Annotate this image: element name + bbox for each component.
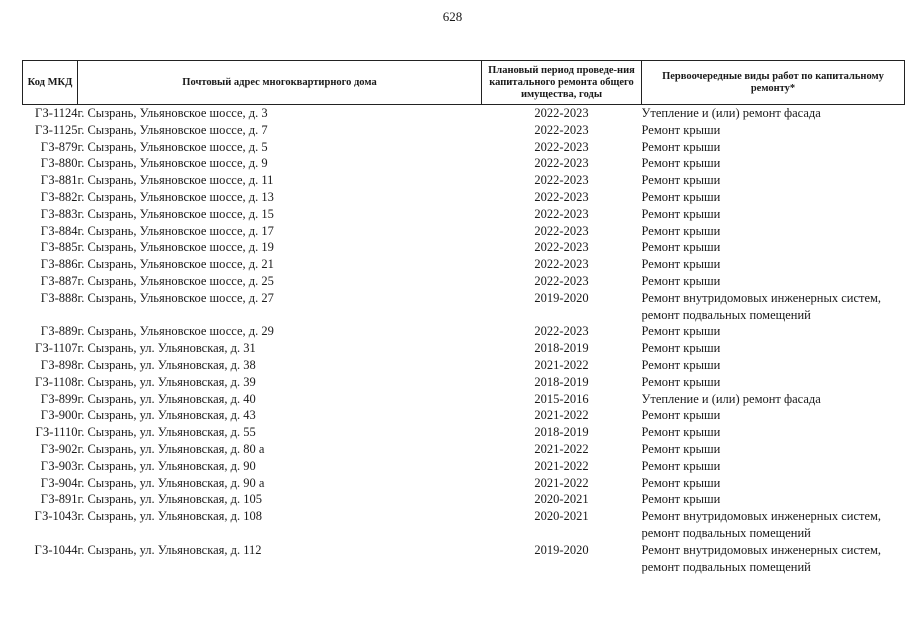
table-header: [23, 61, 905, 105]
work-type-line: ремонт подвальных помещений: [641, 559, 811, 574]
row-address: г. Сызрань, Ульяновское шоссе, д. 21: [77, 257, 274, 272]
work-type-line: Ремонт крыши: [641, 458, 721, 473]
row-code: ГЗ-888: [40, 290, 78, 305]
row-address: г. Сызрань, ул. Ульяновская, д. 38: [77, 357, 256, 372]
row-code: ГЗ-885: [40, 240, 78, 255]
row-period: 2019-2020: [534, 290, 589, 305]
row-code: ГЗ-882: [40, 189, 78, 204]
row-work-types: [642, 206, 905, 223]
work-type-line: Ремонт крыши: [641, 341, 721, 356]
row-address: г. Сызрань, ул. Ульяновская, д. 39: [77, 374, 256, 389]
row-period: 2021-2022: [534, 458, 589, 473]
page-number: 628: [442, 9, 463, 24]
work-type-line: ремонт подвальных помещений: [641, 525, 811, 540]
row-code: ГЗ-891: [40, 492, 78, 507]
row-address: г. Сызрань, Ульяновское шоссе, д. 13: [77, 189, 274, 204]
work-type-line: Ремонт крыши: [641, 173, 721, 188]
work-type-line: Ремонт крыши: [641, 441, 721, 456]
work-type-line: Ремонт внутридомовых инженерных систем,: [641, 509, 882, 524]
row-address: г. Сызрань, Ульяновское шоссе, д. 5: [77, 139, 268, 154]
header-period: Плановый период проведе-ния капитального ремонта общего имущества, годы: [482, 61, 642, 105]
table-row: [23, 139, 905, 156]
row-code: ГЗ-898: [40, 357, 78, 372]
row-period: 2021-2022: [534, 408, 589, 423]
row-period: 2022-2023: [534, 156, 589, 171]
table-row: [23, 458, 905, 475]
capital-repair-table: [22, 60, 905, 575]
row-code: ГЗ-884: [40, 223, 78, 238]
table-row: [23, 340, 905, 357]
work-type-line: Ремонт крыши: [641, 357, 721, 372]
row-address: г. Сызрань, Ульяновское шоссе, д. 15: [77, 206, 274, 221]
row-address: г. Сызрань, Ульяновское шоссе, д. 3: [77, 106, 268, 120]
row-period: 2015-2016: [534, 391, 589, 406]
header-code: Код МКД: [23, 61, 78, 105]
row-code: ГЗ-887: [40, 273, 78, 288]
row-address: г. Сызрань, ул. Ульяновская, д. 40: [77, 391, 256, 406]
row-code: ГЗ-1125: [35, 122, 78, 137]
work-type-line: Утепление и (или) ремонт фасада: [641, 391, 821, 406]
row-period: 2022-2023: [534, 122, 589, 137]
row-work-types: [642, 357, 905, 374]
work-type-line: Ремонт крыши: [641, 408, 721, 423]
row-work-types: [642, 256, 905, 273]
row-period: 2022-2023: [534, 106, 589, 120]
row-period: 2022-2023: [534, 273, 589, 288]
table-row: [23, 357, 905, 374]
table-body: [23, 105, 905, 576]
work-type-line: Ремонт крыши: [641, 492, 721, 507]
table-row: [23, 475, 905, 492]
row-period: 2020-2021: [534, 509, 589, 524]
row-code: ГЗ-902: [40, 441, 78, 456]
table-row: [23, 223, 905, 240]
work-type-line: Ремонт крыши: [641, 324, 721, 339]
row-work-types: [642, 189, 905, 206]
row-period: 2018-2019: [534, 425, 589, 440]
work-type-line: Ремонт крыши: [641, 156, 721, 171]
work-type-line: Ремонт крыши: [641, 374, 721, 389]
work-type-line: Ремонт внутридомовых инженерных систем,: [641, 542, 882, 557]
row-code: ГЗ-1043: [34, 509, 78, 524]
row-period: 2020-2021: [534, 492, 589, 507]
row-period: 2018-2019: [534, 374, 589, 389]
row-code: ГЗ-889: [40, 324, 78, 339]
header-row: [23, 61, 905, 105]
work-type-line: Ремонт внутридомовых инженерных систем,: [641, 290, 882, 305]
work-type-line: Ремонт крыши: [641, 122, 721, 137]
row-work-types: [642, 508, 905, 542]
row-code: ГЗ-900: [40, 408, 78, 423]
row-work-types: [642, 139, 905, 156]
table-row: [23, 122, 905, 139]
row-work-types: [642, 424, 905, 441]
row-code: ГЗ-1108: [35, 374, 78, 389]
row-period: 2022-2023: [534, 324, 589, 339]
work-type-line: Ремонт крыши: [641, 240, 721, 255]
row-period: 2022-2023: [534, 257, 589, 272]
row-period: 2022-2023: [534, 189, 589, 204]
row-work-types: [642, 172, 905, 189]
row-address: г. Сызрань, Ульяновское шоссе, д. 7: [77, 122, 268, 137]
table-row: [23, 391, 905, 408]
row-work-types: [642, 407, 905, 424]
work-type-line: Ремонт крыши: [641, 223, 721, 238]
row-address: г. Сызрань, Ульяновское шоссе, д. 17: [77, 223, 274, 238]
table-row: [23, 374, 905, 391]
table-row: [23, 273, 905, 290]
row-code: ГЗ-1044: [34, 542, 78, 557]
row-work-types: [642, 273, 905, 290]
row-work-types: [642, 491, 905, 508]
row-work-types: [642, 391, 905, 408]
row-code: ГЗ-881: [40, 173, 78, 188]
row-address: г. Сызрань, ул. Ульяновская, д. 108: [77, 509, 263, 524]
table-row: [23, 239, 905, 256]
row-address: г. Сызрань, Ульяновское шоссе, д. 25: [77, 273, 274, 288]
work-type-line: Ремонт крыши: [641, 475, 721, 490]
work-type-line: Ремонт крыши: [641, 257, 721, 272]
row-period: 2019-2020: [534, 542, 589, 557]
row-period: 2022-2023: [534, 223, 589, 238]
row-work-types: [642, 290, 905, 324]
row-address: г. Сызрань, Ульяновское шоссе, д. 29: [77, 324, 274, 339]
table-row: [23, 172, 905, 189]
row-period: 2022-2023: [534, 173, 589, 188]
row-address: г. Сызрань, ул. Ульяновская, д. 90 а: [77, 475, 265, 490]
row-address: г. Сызрань, ул. Ульяновская, д. 90: [77, 458, 256, 473]
row-address: г. Сызрань, ул. Ульяновская, д. 55: [77, 425, 256, 440]
work-type-line: Ремонт крыши: [641, 206, 721, 221]
table-row: [23, 189, 905, 206]
row-code: ГЗ-886: [40, 257, 78, 272]
table-row: [23, 290, 905, 324]
row-work-types: [642, 122, 905, 139]
row-period: 2021-2022: [534, 475, 589, 490]
row-work-types: [642, 542, 905, 576]
row-address: г. Сызрань, ул. Ульяновская, д. 112: [77, 542, 262, 557]
row-period: 2022-2023: [534, 139, 589, 154]
row-address: г. Сызрань, Ульяновское шоссе, д. 9: [77, 156, 268, 171]
row-code: ГЗ-1124: [35, 106, 78, 120]
table-row: [23, 155, 905, 172]
row-address: г. Сызрань, Ульяновское шоссе, д. 27: [77, 290, 274, 305]
row-period: 2022-2023: [534, 240, 589, 255]
work-type-line: Утепление и (или) ремонт фасада: [641, 106, 821, 120]
row-work-types: [642, 239, 905, 256]
work-type-line: Ремонт крыши: [641, 425, 721, 440]
row-period: 2022-2023: [534, 206, 589, 221]
row-code: ГЗ-903: [40, 458, 78, 473]
row-period: 2021-2022: [534, 441, 589, 456]
table-row: [23, 542, 905, 576]
table-row: [23, 508, 905, 542]
table-row: [23, 491, 905, 508]
work-type-line: Ремонт крыши: [641, 273, 721, 288]
row-address: г. Сызрань, Ульяновское шоссе, д. 11: [77, 173, 274, 188]
row-address: г. Сызрань, ул. Ульяновская, д. 105: [77, 492, 263, 507]
row-work-types: [642, 323, 905, 340]
row-code: ГЗ-880: [40, 156, 78, 171]
table-row: [23, 323, 905, 340]
row-work-types: [642, 155, 905, 172]
row-work-types: [642, 458, 905, 475]
row-work-types: [642, 340, 905, 357]
row-address: г. Сызрань, Ульяновское шоссе, д. 19: [77, 240, 274, 255]
header-work: Первоочередные виды работ по капитальному ремонту*: [642, 61, 905, 105]
table-row: [23, 105, 905, 122]
row-work-types: [642, 374, 905, 391]
row-code: ГЗ-904: [40, 475, 78, 490]
row-address: г. Сызрань, ул. Ульяновская, д. 80 а: [77, 441, 265, 456]
table-row: [23, 407, 905, 424]
row-code: ГЗ-1110: [35, 425, 78, 440]
work-type-line: ремонт подвальных помещений: [641, 307, 811, 322]
row-work-types: [642, 441, 905, 458]
header-address: Почтовый адрес многоквартирного дома: [78, 61, 482, 105]
row-period: 2021-2022: [534, 357, 589, 372]
row-work-types: [642, 475, 905, 492]
work-type-line: Ремонт крыши: [641, 189, 721, 204]
work-type-line: Ремонт крыши: [641, 139, 721, 154]
table-row: [23, 206, 905, 223]
row-address: г. Сызрань, ул. Ульяновская, д. 43: [77, 408, 256, 423]
row-address: г. Сызрань, ул. Ульяновская, д. 31: [77, 341, 256, 356]
table-row: [23, 256, 905, 273]
row-period: 2018-2019: [534, 341, 589, 356]
row-work-types: [642, 223, 905, 240]
table-row: [23, 441, 905, 458]
table-row: [23, 424, 905, 441]
row-code: ГЗ-1107: [35, 341, 78, 356]
row-code: ГЗ-883: [40, 206, 78, 221]
row-work-types: [642, 105, 905, 122]
row-code: ГЗ-899: [40, 391, 78, 406]
row-code: ГЗ-879: [40, 139, 78, 154]
